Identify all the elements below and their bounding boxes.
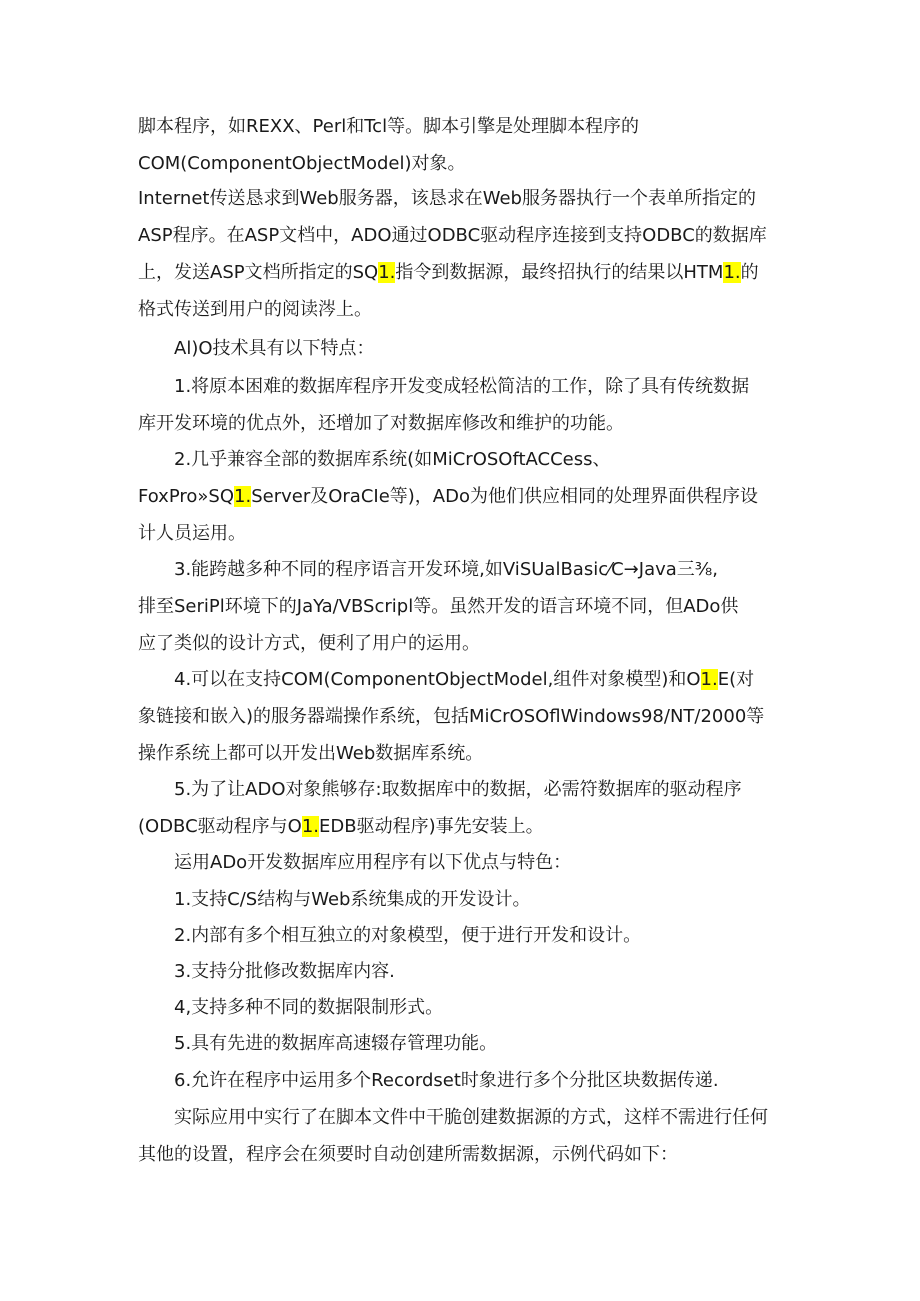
text-line <box>138 661 838 698</box>
paragraph <box>138 441 838 552</box>
text-run: 3.能跨越多种不同的程序语言开发环境,如ViSUalBasic⁄C→Java三⅜, <box>174 559 718 580</box>
paragraph <box>138 368 838 442</box>
highlighted-text: 1. <box>723 262 741 283</box>
text-run: 其他的设置，程序会在须要时自动创建所需数据源，示例代码如下： <box>138 1144 678 1165</box>
text-run: 5.具有先进的数据库高速辍存管理功能。 <box>174 1033 498 1054</box>
text-line <box>138 917 838 954</box>
text-line <box>138 698 838 735</box>
text-line <box>138 808 838 845</box>
text-run: 1.支持C/S结构与Web系统集成的开发设计。 <box>174 889 531 910</box>
text-run: 2.几乎兼容全部的数据库系统(如MiCrOSOftACCess、 <box>174 449 611 470</box>
text-line <box>138 989 838 1026</box>
text-line <box>138 953 838 990</box>
text-run: Al)O技术具有以下特点： <box>174 338 375 359</box>
text-line <box>138 217 838 254</box>
text-line <box>138 1062 838 1099</box>
text-line <box>138 330 838 367</box>
text-run: 计人员运用。 <box>138 523 246 544</box>
paragraph <box>138 989 838 1026</box>
text-run: Internet传送恳求到Web服务器，该恳求在Web服务器执行一个表单所指定的 <box>138 188 756 209</box>
text-line <box>138 254 838 291</box>
text-line <box>138 145 838 182</box>
text-run: 4,支持多种不同的数据限制形式。 <box>174 997 444 1018</box>
text-run: E(对 <box>717 669 755 690</box>
text-line <box>138 291 838 328</box>
text-line <box>138 368 838 405</box>
text-line <box>138 551 838 588</box>
paragraph <box>138 844 838 881</box>
paragraph <box>138 1062 838 1099</box>
text-run: 运用ADo开发数据库应用程序有以下优点与特色： <box>174 852 572 873</box>
paragraph <box>138 953 838 990</box>
text-run: 5.为了让ADO对象熊够存:取数据库中的数据，必需符数据库的驱动程序 <box>174 779 742 800</box>
text-run: COM(ComponentObjectModel)对象。 <box>138 153 466 174</box>
text-line <box>138 515 838 552</box>
text-line <box>138 441 838 478</box>
text-line <box>138 1025 838 1062</box>
text-line <box>138 1136 838 1173</box>
paragraph <box>138 917 838 954</box>
text-line <box>138 588 838 625</box>
text-line <box>138 108 838 145</box>
text-run: 2.内部有多个相互独立的对象模型，便于进行开发和设计。 <box>174 925 642 946</box>
text-run: 库开发环境的优点外，还增加了对数据库修改和维护的功能。 <box>138 413 624 434</box>
paragraph <box>138 1099 838 1173</box>
paragraph <box>138 881 838 918</box>
text-run: 格式传送到用户的阅读涔上。 <box>138 299 372 320</box>
text-line <box>138 844 838 881</box>
text-line <box>138 881 838 918</box>
text-run: ASP程序。在ASP文档中，ADO通过ODBC驱动程序连接到支持ODBC的数据库 <box>138 225 767 246</box>
paragraph <box>138 661 838 772</box>
text-run: Server及OraCIe等)，ADo为他们供应相同的处理界面供程序设 <box>251 486 758 507</box>
text-run: 脚本程序，如REXX、Perl和Tcl等。脚本引擎是处理脚本程序的 <box>138 116 640 137</box>
paragraph <box>138 1025 838 1062</box>
paragraph <box>138 551 838 662</box>
text-run: 上，发送ASP文档所指定的SQ <box>138 262 379 283</box>
text-line <box>138 625 838 662</box>
text-run: 指令到数据源，最终招执行的结果以HTM <box>395 262 724 283</box>
text-run: 操作系统上都可以开发出Web数据库系统。 <box>138 743 484 764</box>
highlighted-text: 1. <box>234 486 252 507</box>
text-line <box>138 405 838 442</box>
text-run: EDB驱动程序)事先安装上。 <box>319 816 544 837</box>
text-run: 实际应用中实行了在脚本文件中干脆创建数据源的方式，这样不需进行任何 <box>174 1107 768 1128</box>
text-line <box>138 771 838 808</box>
text-run: (ODBC驱动程序与O <box>138 816 302 837</box>
highlighted-text: 1. <box>378 262 396 283</box>
text-run: FoxPro»SQ <box>138 486 234 507</box>
text-line <box>138 180 838 217</box>
text-run: 排至SeriPl环境下的JaYa/VBScripl等。虽然开发的语言环境不同，但ADo供 <box>138 596 739 617</box>
text-line <box>138 735 838 772</box>
highlighted-text: 1. <box>700 669 718 690</box>
paragraph <box>138 330 838 367</box>
text-run: 1.将原本困难的数据库程序开发变成轻松简洁的工作，除了具有传统数据 <box>174 376 750 397</box>
text-run: 6.允许在程序中运用多个Recordset时象进行多个分批区块数据传递. <box>174 1070 719 1091</box>
paragraph <box>138 771 838 845</box>
text-line <box>138 478 838 515</box>
paragraph <box>138 108 838 182</box>
text-run: 象链接和嵌入)的服务器端操作系统，包括MiCrOSOflWindows98/NT/2000等 <box>138 706 765 727</box>
text-run: 应了类似的设计方式，便利了用户的运用。 <box>138 633 480 654</box>
text-run: 3.支持分批修改数据库内容. <box>174 961 395 982</box>
text-run: 4.可以在支持COM(ComponentObjectModel,组件对象模型)和O <box>174 669 701 690</box>
text-run: 的 <box>740 262 759 283</box>
highlighted-text: 1. <box>301 816 320 837</box>
paragraph <box>138 180 838 328</box>
text-line <box>138 1099 838 1136</box>
